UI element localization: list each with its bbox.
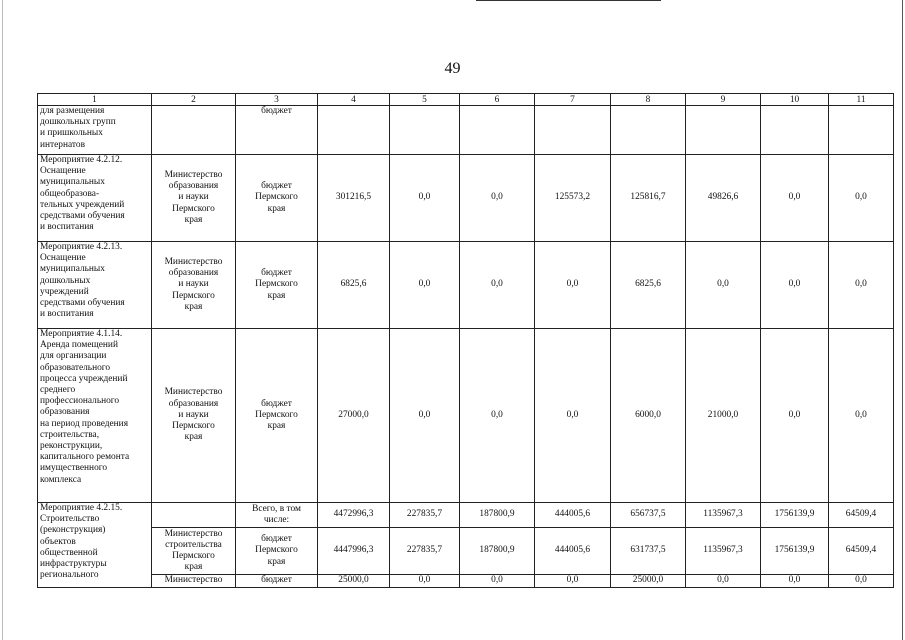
header-row	[38, 94, 894, 106]
value-cell: 0,0	[535, 329, 611, 503]
executor-cell	[152, 503, 236, 528]
rows.1.c3-line: края	[267, 203, 286, 214]
rows.3.c1-line: Аренда помещений	[40, 340, 118, 351]
rows.3.c2-line: образования	[168, 398, 219, 409]
rows.1.c1-line: муниципальных	[40, 177, 105, 188]
value-cell: 444005,6	[535, 503, 611, 528]
funding-source-cell	[236, 575, 318, 588]
table-row	[38, 106, 894, 155]
rows.3.c1-line: среднего	[40, 385, 76, 396]
value-cell	[535, 106, 611, 155]
funding-source-cell	[236, 155, 318, 242]
group.subrows.1.c2-line: края	[184, 562, 203, 573]
value-cell: 301216,5	[318, 155, 390, 242]
top-rule	[476, 0, 661, 1]
rows.3.c1-line: комплекса	[40, 474, 82, 485]
executor-cell	[152, 155, 236, 242]
value-cell: 0,0	[761, 575, 829, 588]
rows.1.c3-line: бюджет	[261, 181, 292, 192]
col-header-6: 6	[460, 94, 535, 106]
value-cell: 631737,5	[611, 528, 686, 575]
group.c1-line: общественной	[40, 547, 98, 558]
rows.2.c2-line: образования	[168, 268, 219, 279]
rows.0.c1-line: для размещения	[40, 106, 105, 116]
value-cell: 0,0	[829, 242, 894, 329]
rows.2.c1-line: и воспитания	[40, 309, 94, 320]
col-header-1: 1	[38, 94, 152, 106]
rows.3.c1-line: процесса учреждений	[40, 373, 128, 384]
value-cell: 6000,0	[611, 329, 686, 503]
group.c1-line: инфраструктуры	[40, 559, 107, 570]
rows.2.c1-line: муниципальных	[40, 264, 105, 275]
executor-cell	[152, 329, 236, 503]
table-row	[38, 575, 894, 588]
value-cell: 6825,6	[611, 242, 686, 329]
table-row	[38, 528, 894, 575]
value-cell: 25000,0	[318, 575, 390, 588]
group.subrows.0.c3-line: числе:	[263, 515, 290, 525]
value-cell: 0,0	[390, 155, 460, 242]
rows.2.c2-line: Пермского	[172, 290, 215, 301]
executor-cell	[152, 528, 236, 575]
value-cell: 64509,4	[829, 503, 894, 528]
funding-source-cell	[236, 242, 318, 329]
group.subrows.1.c2-line: Министерство	[164, 528, 223, 539]
value-cell: 0,0	[390, 329, 460, 503]
value-cell: 0,0	[686, 242, 761, 329]
rows.2.c2-line: Министерство	[164, 256, 223, 267]
value-cell: 1135967,3	[686, 528, 761, 575]
rows.3.c2-line: Министерство	[164, 387, 223, 398]
group.subrows.2.c2-line: Министерство	[164, 575, 223, 586]
executor-cell	[152, 242, 236, 329]
value-cell: 21000,0	[686, 329, 761, 503]
value-cell: 1756139,9	[761, 528, 829, 575]
value-cell: 0,0	[829, 329, 894, 503]
activity-cell	[38, 503, 152, 588]
group.subrows.2.c3-line: бюджет	[261, 575, 292, 586]
rows.3.c1-line: имущественного	[40, 463, 108, 474]
col-header-11: 11	[829, 94, 894, 106]
rows.2.c1-line: дошкольных	[40, 275, 91, 286]
rows.2.c1-line: средствами обучения	[40, 298, 125, 309]
rows.3.c1-line: образовательного	[40, 362, 111, 373]
value-cell: 444005,6	[535, 528, 611, 575]
rows.3.c1-line: реконструкции,	[40, 441, 103, 452]
value-cell: 1756139,9	[761, 503, 829, 528]
budget-table	[37, 93, 894, 588]
rows.1.c2-line: края	[184, 214, 203, 225]
group.subrows.1.c2-line: Пермского	[172, 551, 215, 561]
rows.3.c1-line: на период проведения	[40, 418, 129, 429]
rows.3.c3-line: Пермского	[255, 409, 298, 420]
value-cell	[390, 106, 460, 155]
rows.1.c1-line: тельных учреждений	[40, 199, 125, 210]
table-row	[38, 329, 894, 503]
value-cell: 0,0	[460, 575, 535, 588]
value-cell: 0,0	[460, 155, 535, 242]
col-header-4: 4	[318, 94, 390, 106]
value-cell: 0,0	[390, 242, 460, 329]
rows.1.c2-line: образования	[168, 181, 219, 192]
value-cell: 0,0	[535, 575, 611, 588]
rows.2.c1-line: Оснащение	[40, 253, 86, 264]
funding-source-cell	[236, 528, 318, 575]
value-cell: 0,0	[761, 155, 829, 242]
col-header-2: 2	[152, 94, 236, 106]
value-cell: 227835,7	[390, 528, 460, 575]
rows.1.c2-line: Министерство	[164, 169, 223, 180]
table-row	[38, 503, 894, 528]
table-body	[38, 94, 894, 588]
value-cell: 0,0	[761, 329, 829, 503]
value-cell	[318, 106, 390, 155]
value-cell: 4447996,3	[318, 528, 390, 575]
value-cell: 656737,5	[611, 503, 686, 528]
group.subrows.1.c3-line: бюджет	[261, 534, 292, 545]
value-cell: 0,0	[390, 575, 460, 588]
value-cell	[686, 106, 761, 155]
right-page-edge	[902, 0, 903, 640]
value-cell: 4472996,3	[318, 503, 390, 528]
rows.0.c1-line: интернатов	[40, 139, 86, 150]
value-cell: 0,0	[761, 242, 829, 329]
group.c1-line: Строительство	[40, 514, 100, 525]
col-header-7: 7	[535, 94, 611, 106]
col-header-3: 3	[236, 94, 318, 106]
funding-source-cell	[236, 329, 318, 503]
rows.2.c1-line: Мероприятие 4.2.13.	[40, 242, 123, 252]
value-cell	[761, 106, 829, 155]
value-cell: 25000,0	[611, 575, 686, 588]
rows.3.c1-line: капитального ремонта	[40, 452, 130, 463]
group.subrows.1.c2-line: строительства	[165, 539, 222, 550]
group.subrows.0.c3-line: Всего, в том	[252, 503, 301, 514]
funding-source-cell	[236, 503, 318, 528]
rows.1.c1-line: и воспитания	[40, 222, 94, 233]
value-cell: 1135967,3	[686, 503, 761, 528]
value-cell: 0,0	[535, 242, 611, 329]
executor-cell	[152, 106, 236, 155]
page-number: 49	[444, 60, 461, 77]
rows.3.c1-line: строительства,	[40, 429, 100, 440]
group.c1-line: объектов	[40, 536, 76, 547]
rows.1.c1-line: средствами обучения	[40, 211, 125, 222]
activity-cell	[38, 329, 152, 503]
activity-cell	[38, 155, 152, 242]
rows.2.c3-line: бюджет	[261, 268, 292, 279]
value-cell: 187800,9	[460, 528, 535, 575]
rows.3.c1-line: Мероприятие 4.1.14.	[40, 329, 123, 339]
rows.2.c3-line: Пермского	[255, 279, 298, 290]
rows.0.c1-line: и пришкольных	[40, 128, 103, 139]
value-cell	[460, 106, 535, 155]
group.c1-line: регионального	[40, 570, 99, 581]
rows.3.c1-line: профессионального	[40, 396, 120, 407]
activity-cell	[38, 242, 152, 329]
group.subrows.1.c3-line: края	[267, 556, 286, 567]
rows.0.c1-line: дошкольных групп	[40, 117, 116, 128]
rows.3.c3-line: бюджет	[261, 398, 292, 409]
value-cell: 0,0	[829, 155, 894, 242]
table-row	[38, 155, 894, 242]
value-cell: 125816,7	[611, 155, 686, 242]
value-cell: 187800,9	[460, 503, 535, 528]
value-cell: 227835,7	[390, 503, 460, 528]
group.c1-line: (реконструкция)	[40, 525, 106, 536]
group.subrows.1.c3-line: Пермского	[255, 545, 298, 556]
rows.1.c1-line: общеобразова-	[40, 188, 100, 199]
value-cell: 0,0	[829, 575, 894, 588]
rows.2.c3-line: края	[267, 290, 286, 301]
col-header-5: 5	[390, 94, 460, 106]
table-row	[38, 242, 894, 329]
value-cell	[611, 106, 686, 155]
rows.1.c2-line: и науки	[178, 192, 209, 203]
rows.2.c1-line: учреждений	[40, 286, 89, 297]
value-cell: 49826,6	[686, 155, 761, 242]
group.c1-line: Мероприятие 4.2.15.	[40, 503, 123, 513]
rows.3.c2-line: и науки	[178, 409, 209, 420]
rows.1.c1-line: Оснащение	[40, 166, 86, 177]
rows.2.c2-line: края	[184, 301, 203, 312]
rows.3.c2-line: края	[184, 432, 203, 443]
left-page-edge	[2, 0, 3, 640]
value-cell: 64509,4	[829, 528, 894, 575]
rows.0.c3-line: бюджет	[261, 106, 292, 116]
col-header-9: 9	[686, 94, 761, 106]
executor-cell	[152, 575, 236, 588]
rows.2.c2-line: и науки	[178, 279, 209, 290]
rows.3.c1-line: для организации	[40, 351, 107, 362]
rows.3.c3-line: края	[267, 421, 286, 432]
funding-source-cell	[236, 106, 318, 155]
value-cell: 27000,0	[318, 329, 390, 503]
rows.1.c2-line: Пермского	[172, 203, 215, 214]
rows.3.c1-line: образования	[40, 407, 90, 418]
value-cell	[829, 106, 894, 155]
value-cell: 125573,2	[535, 155, 611, 242]
col-header-8: 8	[611, 94, 686, 106]
col-header-10: 10	[761, 94, 829, 106]
rows.3.c2-line: Пермского	[172, 421, 215, 432]
value-cell: 6825,6	[318, 242, 390, 329]
rows.1.c3-line: Пермского	[255, 192, 298, 203]
rows.1.c1-line: Мероприятие 4.2.12.	[40, 155, 123, 165]
value-cell: 0,0	[686, 575, 761, 588]
activity-cell	[38, 106, 152, 155]
value-cell: 0,0	[460, 329, 535, 503]
value-cell: 0,0	[460, 242, 535, 329]
